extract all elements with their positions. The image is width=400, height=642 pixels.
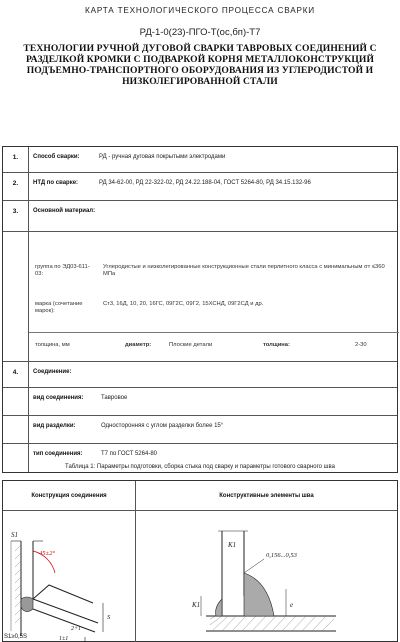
grade-label: марка (сочетание марок): [35, 301, 83, 314]
label-g: 0,156...0,53 [266, 552, 297, 559]
label-e: e [290, 601, 294, 609]
row-joint [3, 362, 397, 388]
row-base-material [3, 201, 397, 232]
row-standards [3, 173, 397, 201]
row-welding-method [3, 147, 397, 173]
label-k1-top: K1 [228, 541, 237, 549]
weld-elements-cell [136, 511, 398, 642]
document-title: ТЕХНОЛОГИИ РУЧНОЙ ДУГОВОЙ СВАРКИ ТАВРОВЫХ СОЕДИНЕНИЙ С РАЗДЕЛКОЙ КРОМКИ С ПОДВАРКОЙ КОРНЯ МЕТАЛЛОКОНСТРУКЦИЙ ПОДЪЕМНО-ТРАНСПОРТНОГО ОБОРУДОВАНИЯ ИЗ УГЛЕРОДИСТОЙ И НИЗКОЛЕГИРОВАННОЙ СТАЛИ [23, 43, 377, 87]
row-groove-kind [3, 416, 397, 444]
footer-note: S1≥0,5S [4, 634, 27, 640]
group-label: группа по ЭД03-611-03: [35, 264, 90, 277]
row-number: 4. [3, 362, 29, 387]
row-value: Тавровое [101, 395, 128, 401]
row-value: Т7 по ГОСТ 5264-80 [101, 451, 157, 457]
row-label: Основной материал: [33, 208, 96, 214]
grade-value: Ст3, 16Д, 10, 20, 16ГС, 09Г2С, 09Г2, 15ХСНД, 09Г2СД и др. [103, 301, 264, 307]
table-header [3, 481, 397, 511]
joint-construction-cell [3, 511, 136, 642]
thickness2-value: 2-30 [355, 342, 367, 348]
label-angle: 45±2° [39, 550, 55, 557]
row-value: Односторонняя с углом разделки более 15° [101, 423, 224, 429]
diameter-value: Плоские детали [169, 342, 213, 348]
label-k1: K1 [192, 601, 201, 609]
row-label: вид разделки: [33, 423, 76, 429]
row-label: Способ сварки: [33, 154, 80, 160]
row-number: 2. [3, 173, 29, 200]
label-s1: S1 [11, 531, 18, 539]
thickness-label: толщина, мм [35, 342, 70, 348]
label-root: 1±1 [59, 636, 69, 642]
row-number: 3. [3, 201, 29, 231]
document-header: КАРТА ТЕХНОЛОГИЧЕСКОГО ПРОЦЕССА СВАРКИ [85, 6, 315, 15]
row-label: Соединение: [33, 369, 72, 375]
joint-construction-drawing [3, 511, 136, 642]
row-label: НТД по сварке: [33, 180, 79, 186]
label-gap: 2+1 [71, 626, 82, 632]
group-value: Углеродистые и низколегированные конструкционные стали перлитного класса с минимальным σт ≤360 МПа [103, 264, 385, 277]
row-label: вид соединения: [33, 395, 84, 401]
column-header: Конструктивные элементы шва [219, 493, 314, 499]
joint-table [2, 480, 398, 642]
table-caption: Таблица 1: Параметры подготовки, сборка стыка под сварку и параметры готового сварного шва [65, 464, 335, 470]
process-form [2, 146, 398, 473]
weld-elements-drawing [136, 511, 398, 642]
row-value: РД 34-62-00, РД 22-322-02, РД 24.22.188-04, ГОСТ 5264-80, РД 34.15.132-96 [99, 180, 311, 186]
column-header: Конструкция соединения [3, 481, 136, 510]
thickness2-label: толщина: [263, 342, 290, 348]
row-material-details [3, 232, 397, 362]
row-value: РД - ручная дуговая покрытыми электродами [99, 154, 226, 160]
document-code: РД-1-0(23)-ПГО-Т(ос,бп)-Т7 [139, 27, 261, 38]
diameter-label: диаметр: [125, 342, 152, 348]
row-label: тип соединения: [33, 451, 83, 457]
row-joint-kind [3, 388, 397, 416]
label-s: S [107, 614, 111, 621]
row-number: 1. [3, 147, 29, 172]
